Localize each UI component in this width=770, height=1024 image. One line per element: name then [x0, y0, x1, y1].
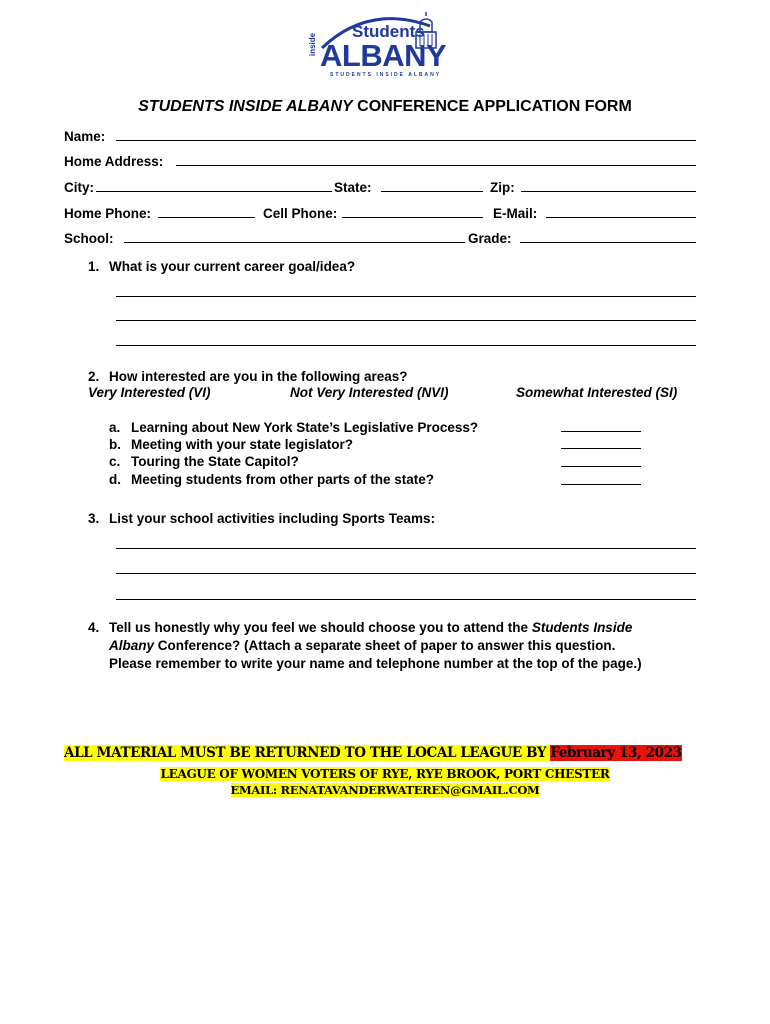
q1-text: What is your current career goal/idea?: [109, 259, 356, 274]
home-address-label: Home Address:: [64, 154, 164, 169]
state-label: State:: [334, 180, 372, 195]
q2-item-rating-field[interactable]: [561, 448, 641, 449]
grade-field[interactable]: [520, 242, 696, 243]
city-field[interactable]: [96, 191, 332, 192]
return-deadline: February 13, 2023: [550, 745, 682, 761]
q3-answer-line[interactable]: [116, 573, 696, 574]
q2-item-text: Meeting students from other parts of the state?: [131, 472, 435, 487]
q2-item-letter: b.: [109, 437, 121, 452]
q2-item-rating-field[interactable]: [561, 466, 641, 467]
q2-item-letter: a.: [109, 420, 121, 435]
q4-line-3: Please remember to write your name and telephone number at the top of the page.): [109, 656, 642, 671]
name-field[interactable]: [116, 140, 696, 141]
q1-answer-line[interactable]: [116, 320, 696, 321]
home-address-field[interactable]: [176, 165, 696, 166]
q2-item-letter: d.: [109, 472, 121, 487]
league-name: LEAGUE OF WOMEN VOTERS OF RYE, RYE BROOK, PORT CHESTER: [160, 767, 610, 781]
form-title-italic: STUDENTS INSIDE ALBANY: [138, 98, 353, 115]
logo-students-text: Students: [352, 22, 425, 41]
logo-tagline: STUDENTS INSIDE ALBANY: [330, 72, 442, 78]
return-notice-text: ALL MATERIAL MUST BE RETURNED TO THE LOCAL LEAGUE BY: [64, 745, 551, 761]
q3-number: 3.: [88, 511, 100, 526]
name-label: Name:: [64, 129, 106, 144]
logo-inside-text: inside: [308, 32, 317, 56]
email-line: [0, 781, 770, 799]
q4-line-1: [109, 619, 632, 636]
q2-number: 2.: [88, 369, 100, 384]
q4-line-1-italic: Students Inside: [531, 620, 633, 635]
form-title: [0, 97, 770, 117]
q2-item-text: Meeting with your state legislator?: [131, 437, 354, 452]
scale-somewhat-interested: Somewhat Interested (SI): [516, 385, 678, 400]
state-field[interactable]: [381, 191, 483, 192]
q4-number: 4.: [88, 620, 100, 635]
q4-line-1-text: Tell us honestly why you feel we should choose you to attend the: [109, 620, 532, 635]
scale-not-very-interested: Not Very Interested (NVI): [290, 385, 449, 400]
cell-phone-field[interactable]: [342, 217, 483, 218]
return-notice: [64, 745, 682, 762]
school-field[interactable]: [124, 242, 465, 243]
q2-item-text: Touring the State Capitol?: [131, 454, 299, 469]
q2-text: How interested are you in the following areas?: [109, 369, 408, 384]
q2-item-rating-field[interactable]: [561, 484, 641, 485]
zip-field[interactable]: [521, 191, 696, 192]
q4-line-2: [109, 637, 615, 654]
school-label: School:: [64, 231, 114, 246]
contact-email[interactable]: EMAIL: RENATAVANDERWATEREN@GMAIL.COM: [230, 783, 540, 797]
q1-answer-line[interactable]: [116, 296, 696, 297]
scale-very-interested: Very Interested (VI): [88, 385, 211, 400]
q3-text: List your school activities including Sports Teams:: [109, 511, 436, 526]
city-label: City:: [64, 180, 94, 195]
email-field[interactable]: [546, 217, 696, 218]
home-phone-field[interactable]: [158, 217, 255, 218]
cell-phone-label: Cell Phone:: [263, 206, 338, 221]
grade-label: Grade:: [468, 231, 512, 246]
q2-item-rating-field[interactable]: [561, 431, 641, 432]
q4-line-2-text: Conference? (Attach a separate sheet of paper to answer this question.: [154, 638, 616, 653]
q2-item-text: Learning about New York State’s Legislative Process?: [131, 420, 479, 435]
email-label: E-Mail:: [493, 206, 538, 221]
q2-item-letter: c.: [109, 454, 121, 469]
q3-answer-line[interactable]: [116, 599, 696, 600]
q1-answer-line[interactable]: [116, 345, 696, 346]
home-phone-label: Home Phone:: [64, 206, 152, 221]
q1-number: 1.: [88, 259, 100, 274]
q4-line-2-italic: Albany: [109, 638, 155, 653]
form-title-rest: CONFERENCE APPLICATION FORM: [352, 98, 632, 115]
zip-label: Zip:: [490, 180, 515, 195]
q3-answer-line[interactable]: [116, 548, 696, 549]
logo-albany-text: ALBANY: [320, 38, 447, 73]
students-inside-albany-logo: [308, 10, 456, 80]
